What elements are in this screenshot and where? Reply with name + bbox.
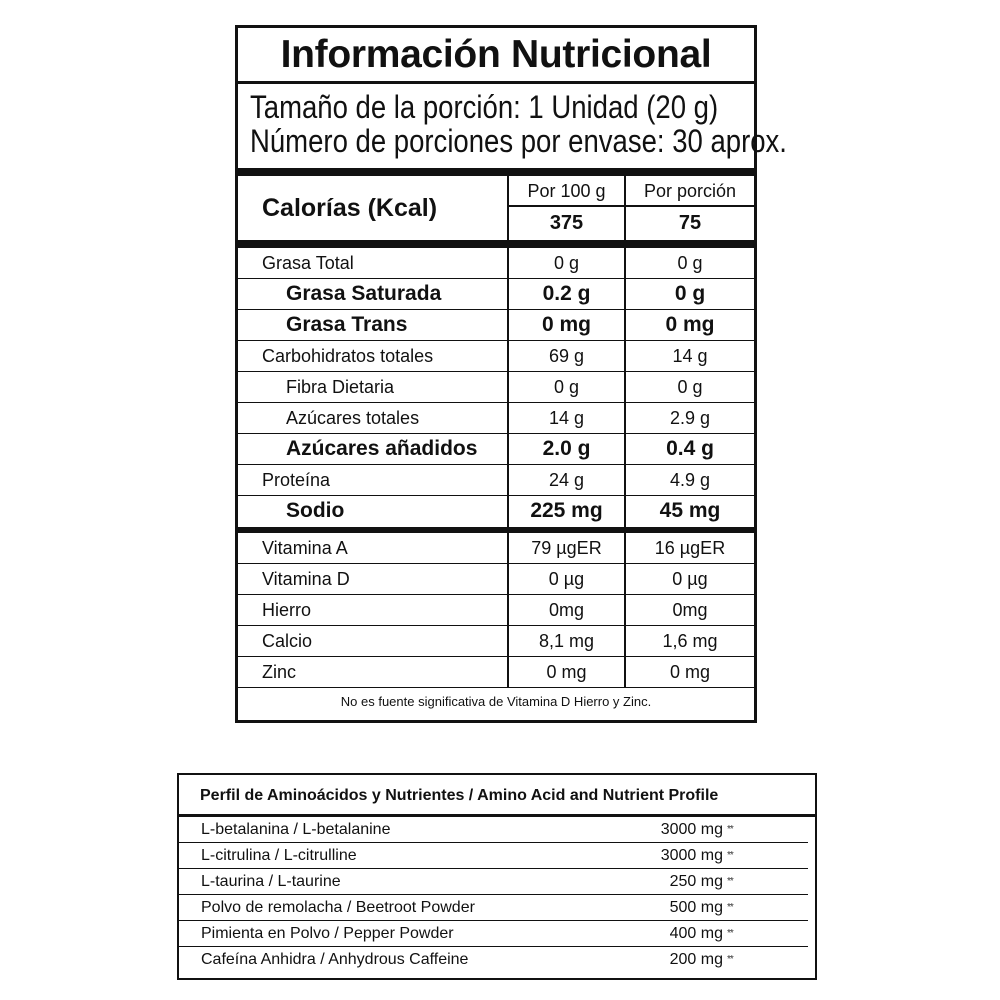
nutrient-row-azucares-anadidos bbox=[238, 434, 754, 465]
amino-name: Polvo de remolacha / Beetroot Powder bbox=[201, 899, 475, 916]
nutrient-per-portion: 45 mg bbox=[659, 499, 721, 522]
nutrient-per-100g: 0mg bbox=[509, 595, 626, 625]
nutrient-per-portion: 0 mg bbox=[669, 662, 711, 682]
amino-amount: 3000 mg bbox=[660, 847, 723, 864]
nutrient-name: Grasa Trans bbox=[238, 310, 509, 340]
amino-name: L-citrulina / L-citrulline bbox=[201, 847, 357, 864]
calories-row bbox=[238, 176, 754, 248]
serving-info bbox=[238, 84, 787, 176]
amino-row bbox=[179, 843, 808, 869]
nutrient-name: Calcio bbox=[238, 626, 509, 656]
nutrient-per-portion: 4.9 g bbox=[669, 470, 711, 490]
nutrient-per-portion: 14 g bbox=[672, 346, 708, 366]
amino-name: Pimienta en Polvo / Pepper Powder bbox=[201, 925, 454, 942]
nutrient-per-portion: 1,6 mg bbox=[662, 631, 718, 651]
nutrient-name: Sodio bbox=[238, 496, 509, 527]
nutrient-per-100g: 0 mg bbox=[509, 310, 626, 340]
amino-marker: ** bbox=[727, 850, 733, 861]
nutrient-row-vitamina-a bbox=[238, 533, 754, 564]
nutrition-facts-panel bbox=[235, 25, 787, 723]
nutrient-row-fibra bbox=[238, 372, 754, 403]
nutrient-row-grasa-total bbox=[238, 248, 754, 279]
nutrient-row-carbohidratos bbox=[238, 341, 754, 372]
nutrient-per-portion: 0 g bbox=[677, 253, 703, 273]
nutrient-name: Grasa Total bbox=[238, 248, 509, 278]
calories-col-portion bbox=[626, 176, 754, 240]
nutrient-per-portion: 16 µgER bbox=[654, 538, 726, 558]
amino-marker: ** bbox=[727, 902, 733, 913]
amino-title: Perfil de Aminoácidos y Nutrientes / Amino Acid and Nutrient Profile bbox=[179, 775, 815, 817]
amino-amount: 500 mg bbox=[669, 899, 723, 916]
nutrient-per-100g: 0 g bbox=[509, 372, 626, 402]
amino-amount: 250 mg bbox=[669, 873, 723, 890]
nutrient-name: Azúcares totales bbox=[238, 403, 509, 433]
nutrient-per-100g: 69 g bbox=[509, 341, 626, 371]
serving-size: Tamaño de la porción: 1 Unidad (20 g) bbox=[250, 89, 719, 125]
calories-label: Calorías (Kcal) bbox=[238, 176, 509, 240]
amino-row bbox=[179, 921, 808, 947]
amino-marker: ** bbox=[727, 824, 733, 835]
amino-name: L-taurina / L-taurine bbox=[201, 873, 341, 890]
nutrient-row-calcio bbox=[238, 626, 754, 657]
nutrient-per-portion: 0.4 g bbox=[666, 437, 714, 460]
nutrition-footnote: No es fuente significativa de Vitamina D Hierro y Zinc. bbox=[340, 694, 652, 709]
nutrient-row-sodio bbox=[238, 496, 754, 533]
nutrient-name: Carbohidratos totales bbox=[238, 341, 509, 371]
nutrient-per-100g: 79 µgER bbox=[509, 533, 626, 563]
amino-profile-panel bbox=[177, 773, 817, 980]
nutrient-per-portion: 0mg bbox=[672, 600, 708, 620]
servings-per-container: Número de porciones por envase: 30 aprox. bbox=[250, 123, 787, 159]
nutrient-name: Fibra Dietaria bbox=[238, 372, 509, 402]
amino-row bbox=[179, 895, 808, 921]
nutrient-row-grasa-saturada bbox=[238, 279, 754, 310]
nutrient-row-azucares-totales bbox=[238, 403, 754, 434]
nutrient-name: Grasa Saturada bbox=[238, 279, 509, 309]
amino-marker: ** bbox=[727, 928, 733, 939]
nutrient-row-vitamina-d bbox=[238, 564, 754, 595]
amino-amount: 200 mg bbox=[669, 951, 723, 968]
col-header-100g: Por 100 g bbox=[509, 176, 624, 207]
nutrient-per-100g: 225 mg bbox=[509, 496, 626, 527]
nutrient-per-100g: 0 mg bbox=[509, 657, 626, 687]
col-header-portion: Por porción bbox=[626, 176, 754, 207]
nutrient-per-portion: 0 µg bbox=[672, 569, 708, 589]
nutrient-per-100g: 14 g bbox=[509, 403, 626, 433]
nutrient-name: Zinc bbox=[238, 657, 509, 687]
nutrient-per-100g: 0 g bbox=[509, 248, 626, 278]
nutrient-per-portion: 2.9 g bbox=[669, 408, 711, 428]
nutrient-per-100g: 24 g bbox=[509, 465, 626, 495]
amino-marker: ** bbox=[727, 954, 733, 965]
nutrient-name: Vitamina D bbox=[238, 564, 509, 594]
nutrient-name: Proteína bbox=[238, 465, 509, 495]
calories-col-100g bbox=[509, 176, 626, 240]
amino-amount: 400 mg bbox=[669, 925, 723, 942]
amino-amount: 3000 mg bbox=[660, 821, 723, 838]
nutrient-per-100g: 8,1 mg bbox=[509, 626, 626, 656]
nutrient-row-zinc bbox=[238, 657, 754, 688]
nutrient-per-100g: 2.0 g bbox=[509, 434, 626, 464]
nutrient-row-hierro bbox=[238, 595, 754, 626]
nutrient-per-portion: 0 g bbox=[677, 377, 703, 397]
nutrient-per-portion: 0 g bbox=[674, 282, 706, 305]
nutrient-per-portion: 0 mg bbox=[665, 313, 715, 336]
calories-value-portion: 75 bbox=[678, 212, 702, 234]
nutrient-per-100g: 0.2 g bbox=[509, 279, 626, 309]
nutrient-per-100g: 0 µg bbox=[509, 564, 626, 594]
amino-row bbox=[179, 869, 808, 895]
nutrient-name: Vitamina A bbox=[238, 533, 509, 563]
nutrient-name: Azúcares añadidos bbox=[238, 434, 509, 464]
nutrient-row-proteina bbox=[238, 465, 754, 496]
nutrient-name: Hierro bbox=[238, 595, 509, 625]
amino-row bbox=[179, 947, 808, 973]
nutrition-title: Información Nutricional bbox=[238, 28, 754, 84]
amino-name: Cafeína Anhidra / Anhydrous Caffeine bbox=[201, 951, 469, 968]
calories-value-100g: 375 bbox=[549, 212, 584, 234]
amino-name: L-betalanina / L-betalanine bbox=[201, 821, 391, 838]
nutrient-row-grasa-trans bbox=[238, 310, 754, 341]
amino-marker: ** bbox=[727, 876, 733, 887]
amino-row bbox=[179, 817, 808, 843]
